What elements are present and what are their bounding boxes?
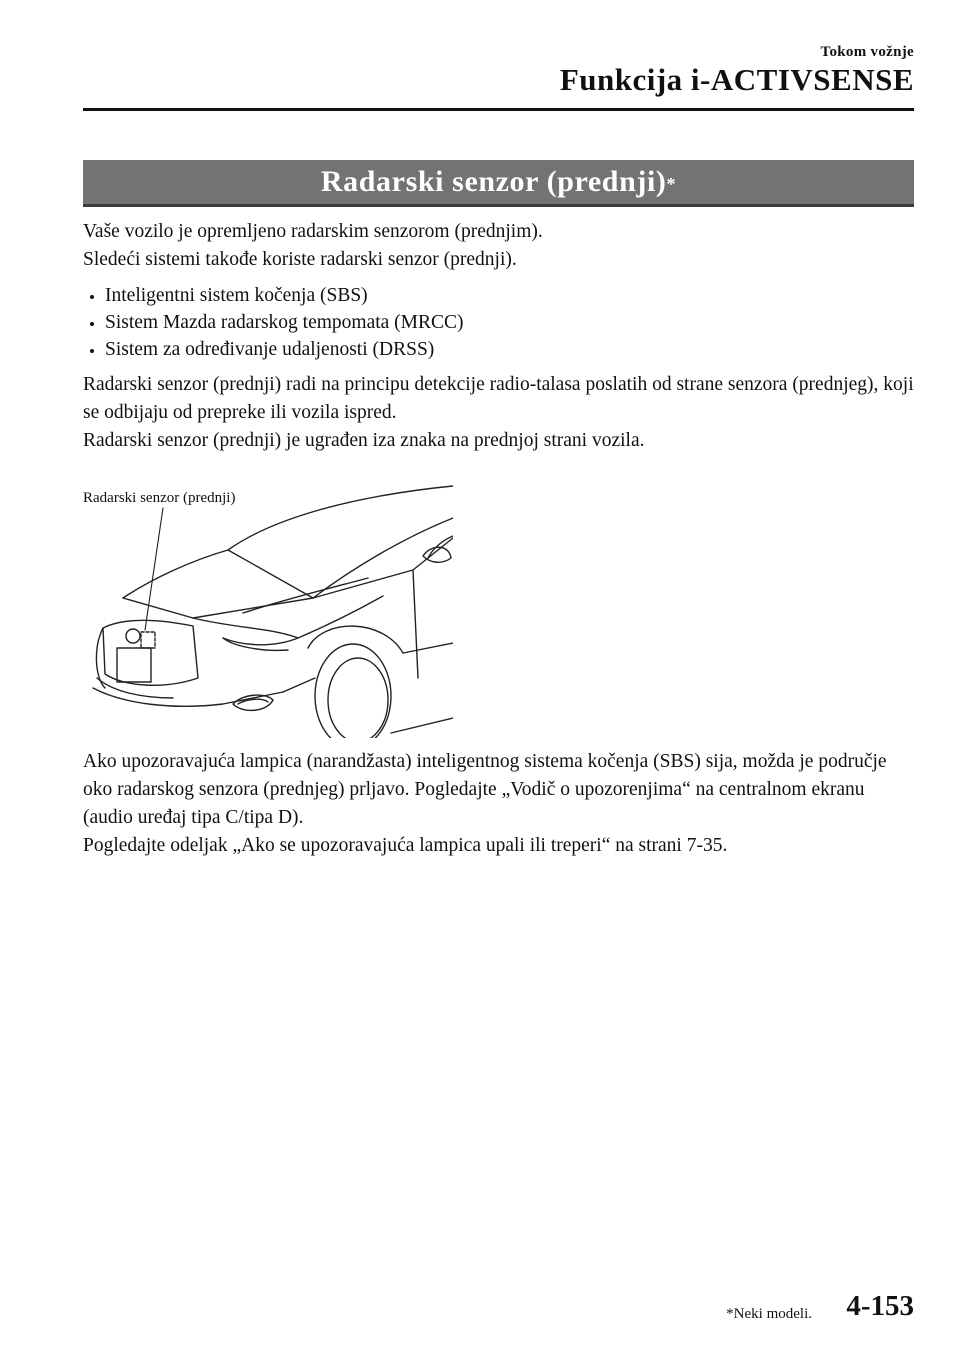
header-section: Tokom vožnje (820, 44, 914, 60)
list-item (83, 336, 914, 363)
bullet-icon (90, 322, 94, 326)
list-item-text: Inteligentni sistem kočenja (SBS) (105, 285, 368, 306)
body-paragraph: Radarski senzor (prednji) je ugrađen iza znaka na prednjoj strani vozila. (83, 430, 645, 451)
page-number: 4-153 (846, 1290, 914, 1322)
body-paragraph: Ako upozoravajuća lampica (narandžasta) inteligentnog sistema kočenja (SBS) sija, možda je područje oko radarskog senzora (prednjeg) prljavo. Pogledajte „Vodič o upozorenjima“ na centralnom ekranu (audio uređaj tipa C/tipa D). (83, 751, 887, 828)
content (83, 218, 914, 455)
bullet-icon (90, 349, 94, 353)
intro-line: Sledeći sistemi takođe koriste radarski senzor (prednji). (83, 249, 517, 270)
section-banner (83, 160, 914, 207)
figure-label: Radarski senzor (prednji) (83, 490, 236, 506)
header-chapter: Funkcija i-ACTIVSENSE (559, 62, 914, 97)
banner-title: Radarski senzor (prednji) (320, 165, 667, 198)
intro-line: Vaše vozilo je opremljeno radarskim senzorom (prednjim). (83, 221, 543, 242)
bullet-icon (90, 295, 94, 299)
list-item (83, 282, 914, 309)
footnote: *Neki modeli. (726, 1306, 812, 1322)
list-item (83, 309, 914, 336)
list-item-text: Sistem za određivanje udaljenosti (DRSS) (105, 339, 435, 360)
system-list (83, 282, 914, 363)
body-paragraph: Radarski senzor (prednji) radi na principu detekcije radio-talasa poslatih od strane senzora (prednjeg), koji se odbijaju od prepreke ili vozila ispred. (83, 374, 914, 423)
header-rule (83, 108, 914, 111)
car-front-illustration-icon (83, 478, 453, 738)
list-item-text: Sistem Mazda radarskog tempomata (MRCC) (105, 312, 464, 333)
after-content (83, 748, 914, 860)
banner-marker: * (666, 173, 677, 194)
body-paragraph: Pogledajte odeljak „Ako se upozoravajuća lampica upali ili treperi“ na strani 7-35. (83, 835, 728, 856)
